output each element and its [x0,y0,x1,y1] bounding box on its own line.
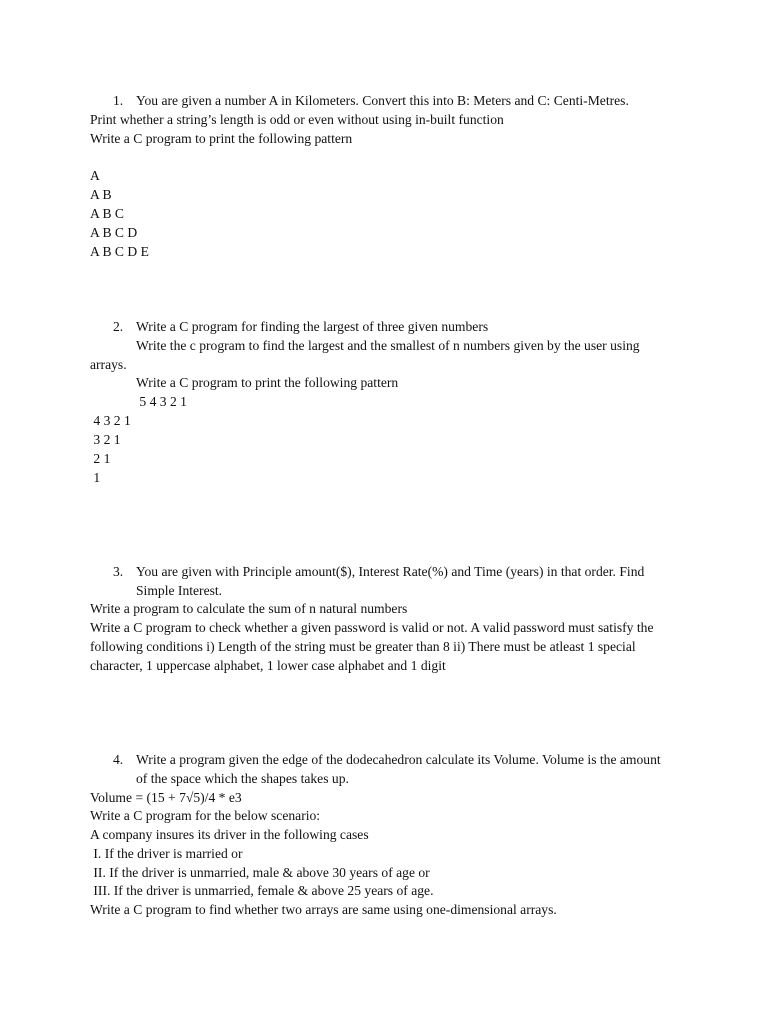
condition-item: I. If the driver is married or [90,846,243,861]
volume-formula: Volume = (15 + 7√5)/4 * e3 [90,790,242,805]
condition-item: II. If the driver is unmarried, male & above 30 years of age or [90,865,430,880]
section-1-line-3: Write a C program to print the following pattern [90,131,353,146]
section-2-line-4: Write a C program to print the following pattern [136,375,399,390]
section-2-line-3: arrays. [90,357,127,372]
pattern-line: A B C [90,206,124,221]
pattern-line: A B C D [90,225,138,240]
section-4-line-2: of the space which the shapes takes up. [136,771,349,786]
section-4-line-4: Write a C program for the below scenario: [90,808,321,823]
pattern-line: A [90,168,100,183]
section-3-line-5: following conditions i) Length of the string must be greater than 8 ii) There must be atleast 1 special [90,639,636,654]
section-4-line-9: Write a C program to find whether two arrays are same using one-dimensional arrays. [90,902,557,917]
section-3-line-1: You are given with Principle amount($), Interest Rate(%) and Time (years) in that order. Find [136,564,645,579]
pattern-line: 1 [90,470,101,485]
pattern-line: 3 2 1 [90,432,121,447]
section-4-number: 4. [113,752,124,767]
section-2-line-2: Write the c program to find the largest and the smallest of n numbers given by the user using [136,338,640,353]
pattern-line: A B C D E [90,244,149,259]
section-2-number: 2. [113,319,124,334]
section-2-line-1: Write a C program for finding the largest of three given numbers [136,319,489,334]
section-3-line-2: Simple Interest. [136,583,223,598]
section-4-line-5: A company insures its driver in the following cases [90,827,369,842]
pattern-line: 5 4 3 2 1 [136,394,187,409]
condition-item: III. If the driver is unmarried, female & above 25 years of age. [90,883,434,898]
section-1-line-2: Print whether a string’s length is odd or even without using in-built function [90,112,504,127]
section-3-number: 3. [113,564,124,579]
section-3-line-3: Write a program to calculate the sum of n natural numbers [90,601,408,616]
pattern-line: 4 3 2 1 [90,413,131,428]
section-3-line-4: Write a C program to check whether a given password is valid or not. A valid password must satisfy the [90,620,654,635]
section-1-line-1: You are given a number A in Kilometers. Convert this into B: Meters and C: Centi-Metres. [136,93,629,108]
section-4-line-1: Write a program given the edge of the dodecahedron calculate its Volume. Volume is the amount [136,752,661,767]
pattern-line: 2 1 [90,451,111,466]
section-3-line-6: character, 1 uppercase alphabet, 1 lower case alphabet and 1 digit [90,658,446,673]
section-1-number: 1. [113,93,124,108]
pattern-line: A B [90,187,112,202]
